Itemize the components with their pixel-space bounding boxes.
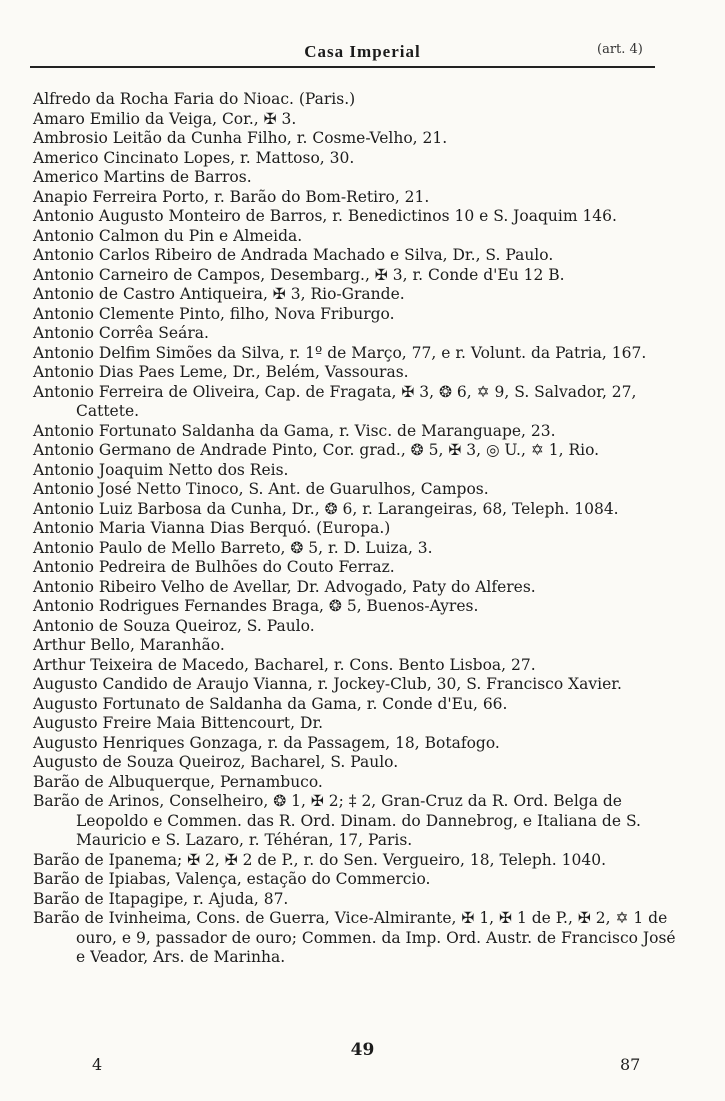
list-item: Barão de Arinos, Conselheiro, ❂ 1, ✠ 2; ‡ 2, Gran-Cruz da R. Ord. Belga de Leopoldo e Commen. das R. Ord. Dinam. do Dannebrog, e Italiana de S. Mauricio e S. Lazaro, r. Téhéran, 17, Paris. [33,792,641,849]
list-item: Antonio Clemente Pinto, filho, Nova Friburgo. [33,304,395,323]
page-title: Casa Imperial [304,42,421,61]
list-item: Antonio Ferreira de Oliveira, Cap. de Fragata, ✠ 3, ❂ 6, ✡ 9, S. Salvador, 27, Cattete. [33,382,637,420]
list-item: Antonio Pedreira de Bulhões do Couto Ferraz. [33,558,395,576]
section-reference: (art. 4) [597,42,643,57]
list-item: Barão de Itapagipe, r. Ajuda, 87. [33,889,289,908]
list-item: Barão de Ipanema; ✠ 2, ✠ 2 de P., r. do Sen. Vergueiro, 18, Teleph. 1040. [33,850,607,869]
page-number: 49 [350,1040,375,1060]
list-item: Americo Martins de Barros. [33,168,252,186]
list-item: Americo Cincinato Lopes, r. Mattoso, 30. [33,148,355,167]
list-item: Arthur Teixeira de Macedo, Bacharel, r. Cons. Bento Lisboa, 27. [33,655,536,674]
list-item: Antonio Luiz Barbosa da Cunha, Dr., ❂ 6, r. Larangeiras, 68, Teleph. 1084. [33,499,619,518]
list-item: Barão de Albuquerque, Pernambuco. [33,772,323,791]
folio-number: 87 [620,1055,641,1074]
header-rule [30,66,655,68]
list-item: Antonio Augusto Monteiro de Barros, r. Benedictinos 10 e S. Joaquim 146. [33,207,617,225]
list-item: Antonio Joaquim Netto dos Reis. [33,460,289,479]
list-item: Antonio Rodrigues Fernandes Braga, ❂ 5, Buenos-Ayres. [33,597,479,615]
list-item: Antonio José Netto Tinoco, S. Ant. de Guarulhos, Campos. [33,480,489,498]
list-item: Antonio Carneiro de Campos, Desembarg., ✠ 3, r. Conde d'Eu 12 B. [33,265,565,284]
list-item: Anapio Ferreira Porto, r. Barão do Bom-Retiro, 21. [33,187,430,206]
list-item: Barão de Ipiabas, Valença, estação do Commercio. [33,870,431,888]
list-item: Antonio Corrêa Seára. [33,324,209,342]
list-item: Antonio Fortunato Saldanha da Gama, r. Visc. de Maranguape, 23. [33,421,556,440]
list-item: Barão de Ivinheima, Cons. de Guerra, Vice-Almirante, ✠ 1, ✠ 1 de P., ✠ 2, ✡ 1 de ouro, e 9, passador de ouro; Commen. da Imp. Ord. Austr. de Francisco José e Veador, Ars. de Marinha. [33,909,676,966]
list-item: Antonio Calmon du Pin e Almeida. [33,226,303,245]
list-item: Augusto de Souza Queiroz, Bacharel, S. Paulo. [33,753,399,771]
list-item: Arthur Bello, Maranhão. [33,636,225,654]
list-item: Ambrosio Leitão da Cunha Filho, r. Cosme-Velho, 21. [33,129,448,147]
entry-list [33,90,683,968]
list-item: Antonio Maria Vianna Dias Berquó. (Europa.) [33,519,391,537]
list-item: Augusto Candido de Araujo Vianna, r. Jockey-Club, 30, S. Francisco Xavier. [33,675,622,693]
list-item: Augusto Henriques Gonzaga, r. da Passagem, 18, Botafogo. [33,733,500,752]
signature-mark: 4 [92,1055,103,1074]
list-item: Alfredo da Rocha Faria do Nioac. (Paris.) [33,90,356,108]
list-item: Antonio Carlos Ribeiro de Andrada Machado e Silva, Dr., S. Paulo. [33,246,554,264]
list-item: Augusto Freire Maia Bittencourt, Dr. [33,714,324,732]
list-item: Antonio Germano de Andrade Pinto, Cor. grad., ❂ 5, ✠ 3, ◎ U., ✡ 1, Rio. [33,441,600,459]
list-item: Antonio Dias Paes Leme, Dr., Belém, Vassouras. [33,363,409,381]
list-item: Antonio Delfim Simões da Silva, r. 1º de Março, 77, e r. Volunt. da Patria, 167. [33,343,647,362]
list-item: Amaro Emilio da Veiga, Cor., ✠ 3. [33,109,297,128]
list-item: Antonio Paulo de Mello Barreto, ❂ 5, r. D. Luiza, 3. [33,538,433,557]
list-item: Augusto Fortunato de Saldanha da Gama, r. Conde d'Eu, 66. [33,694,508,713]
list-item: Antonio de Castro Antiqueira, ✠ 3, Rio-Grande. [33,285,405,303]
list-item: Antonio Ribeiro Velho de Avellar, Dr. Advogado, Paty do Alferes. [33,577,536,596]
list-item: Antonio de Souza Queiroz, S. Paulo. [33,616,315,635]
